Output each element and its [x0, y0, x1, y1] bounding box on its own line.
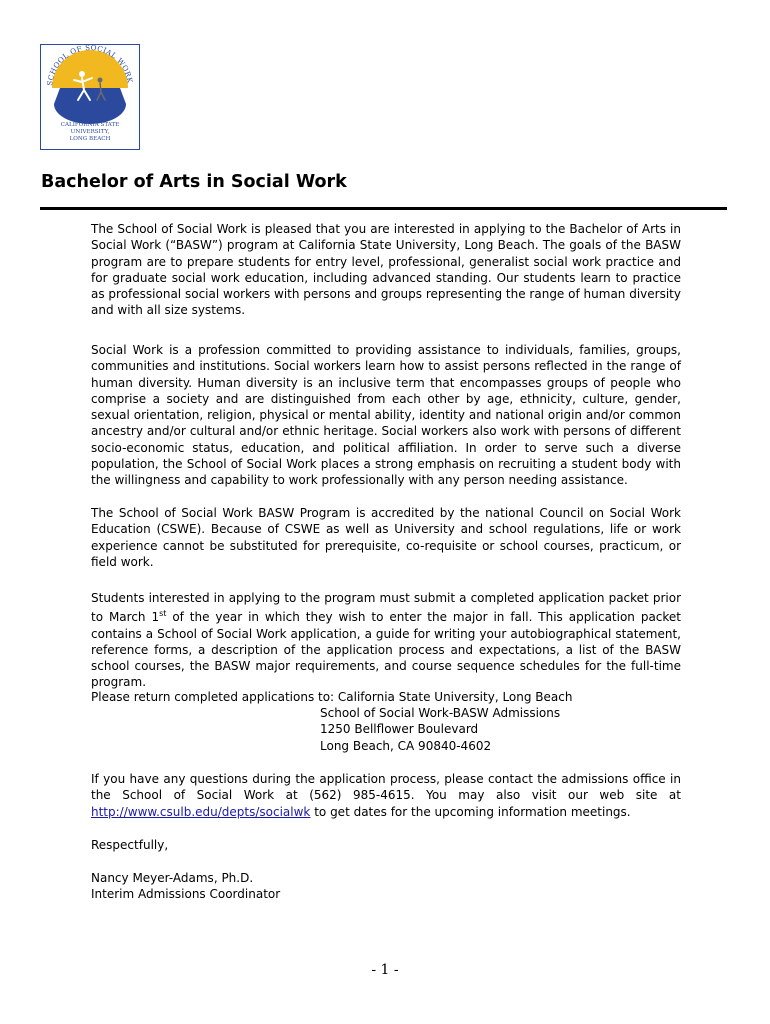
- logo-line-3: LONG BEACH: [69, 136, 111, 142]
- title-divider: [40, 207, 727, 210]
- contact-paragraph: [91, 771, 681, 820]
- intro-paragraph: The School of Social Work is pleased that you are interested in applying to the Bachelor of Arts in Social Work (“BASW”) program at California State University, Long Beach. The goals of the BASW program are to prepare students for entry level, professional, generalist social work practice and for graduate social work education, including advanced standing. Our students learn to practice as professional social workers with persons and groups representing the range of human diversity and with all size systems.: [91, 222, 681, 318]
- closing-salutation: Respectfully,: [91, 838, 169, 852]
- address-line-1: School of Social Work-BASW Admissions: [320, 706, 561, 720]
- contact-text-end: to get dates for the upcoming information meetings.: [310, 804, 631, 819]
- school-logo-emblem: [40, 44, 140, 150]
- logo-line-1: CALIFORNIA STATE: [60, 122, 120, 128]
- signer-name: Nancy Meyer-Adams, Ph.D.: [91, 871, 254, 885]
- mailing-address: [320, 705, 560, 754]
- profession-paragraph: Social Work is a profession committed to providing assistance to individuals, families, groups, communities and institutions. Social workers learn how to assist persons reflected in the range of human diversity. Human diversity is an inclusive term that encompasses groups of people who comprise a society and are distinguished from each other by age, ethnicity, culture, gender, sexual orientation, religion, physical or mental ability, identity and national origin and/or common ancestry and/or cultural and/or ethnic heritage. Social workers also work with persons of different socio-economic status, education, and political affiliation. In order to serve such a diverse population, the School of Social Work places a strong emphasis on recruiting a student body with the willingness and capability to work professionally with any person needing assistance.: [91, 343, 681, 488]
- application-text-end: of the year in which they wish to enter the major in fall. This application packet contains a School of Social Work application, a guide for writing your autobiographical statement, reference forms, a description of the application process and expectations, a list of the BASW school courses, the BASW major requirements, and course sequence schedules for the full-time program.: [91, 610, 682, 690]
- school-logo: [40, 44, 140, 150]
- address-line-3: Long Beach, CA 90840-4602: [320, 738, 492, 753]
- accreditation-paragraph: The School of Social Work BASW Program is accredited by the national Council on Social Work Education (CSWE). Because of CSWE as well as University and school regulations, life or work experience cannot be substituted for prerequisite, co-requisite or school courses, practicum, or field work.: [91, 506, 681, 569]
- page-number: - 1 -: [371, 962, 399, 978]
- contact-text-start: If you have any questions during the application process, please contact the admissions office in the School of Social Work at (562) 985-4615. You may also visit our web site at: [91, 772, 681, 803]
- page-title: Bachelor of Arts in Social Work: [41, 172, 347, 192]
- return-instructions: Please return completed applications to: California State University, Long Beach: [91, 690, 573, 704]
- signer-title: Interim Admissions Coordinator: [91, 887, 281, 902]
- logo-arc-text: SCHOOL OF SOCIAL WORK: [45, 44, 135, 87]
- ordinal-suffix: st: [159, 609, 167, 619]
- application-text-start: Students interested in applying to the program must submit a completed application packet prior to March 1: [91, 591, 681, 625]
- signature-block: [91, 870, 681, 903]
- address-line-2: 1250 Bellflower Boulevard: [320, 722, 479, 737]
- website-link[interactable]: http://www.csulb.edu/depts/socialwk: [91, 804, 311, 819]
- application-paragraph: [91, 590, 681, 691]
- logo-line-2: UNIVERSITY,: [70, 129, 110, 135]
